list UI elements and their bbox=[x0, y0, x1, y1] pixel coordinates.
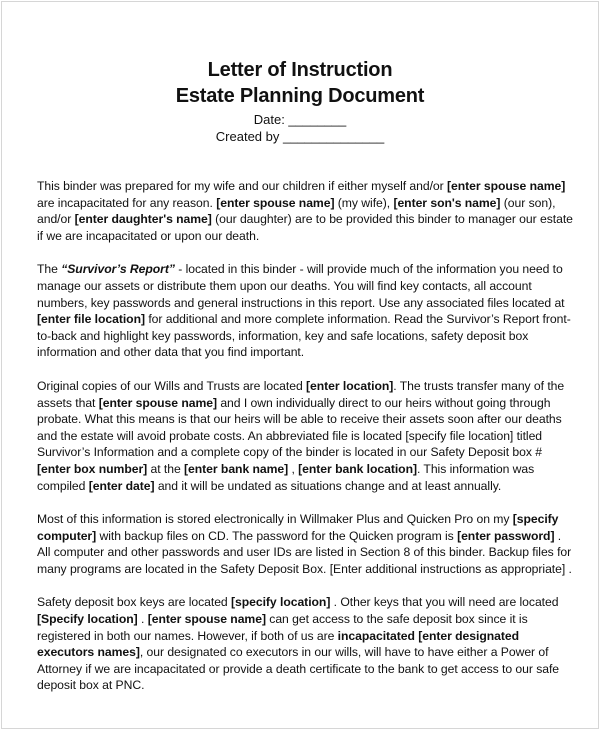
text-run: with backup files on CD. The password for the Quicken program is bbox=[96, 528, 458, 543]
text-run: Original copies of our Wills and Trusts are located bbox=[37, 378, 307, 393]
placeholder-field: [enter box number] bbox=[37, 461, 148, 476]
paragraph-intro bbox=[37, 178, 575, 244]
placeholder-field: [enter location] bbox=[306, 378, 394, 393]
created-by-line: Created by ______________ bbox=[215, 129, 385, 144]
paragraph-survivors-report bbox=[37, 261, 575, 361]
text-run: Safety deposit box keys are located bbox=[37, 595, 231, 610]
text-run: , our designated co executors in our wills, will have to have either a Power of Attorney if we are incapacitated or provide a death certificate to the bank to get access to our safe deposit box at PNC. bbox=[37, 645, 560, 693]
placeholder-field: incapacitated bbox=[337, 628, 415, 643]
title-line-1: Letter of Instruction bbox=[207, 59, 393, 81]
title-line-2: Estate Planning Document bbox=[175, 85, 425, 107]
text-run: are incapacitated for any reason. bbox=[37, 195, 217, 210]
placeholder-field: [enter spouse name] bbox=[98, 395, 217, 410]
text-run: can get access to the safe deposit box since it is registered in both our names. However, if both of us are bbox=[37, 612, 528, 643]
text-run: This binder was prepared for my wife and our children if either myself and/or bbox=[37, 179, 447, 193]
placeholder-field: [Specify location] bbox=[37, 612, 138, 627]
placeholder-field: [enter bank location] bbox=[298, 461, 417, 476]
document-header bbox=[2, 57, 598, 145]
text-run: - located in this binder - will provide much of the information you need to manage our assets or distribute them upon our deaths. You will find key contacts, all account numbers, key passwords and general instructions in this report. Use any associated files located at bbox=[37, 262, 565, 310]
text-run: Most of this information is stored electronically in Willmaker Plus and Quicken Pro on my bbox=[37, 512, 513, 527]
text-run: (our son), and/or bbox=[37, 195, 556, 227]
text-run: at the bbox=[147, 461, 185, 476]
text-run: . Other keys that you will need are located bbox=[330, 595, 559, 610]
text-run: . All computer and other passwords and user IDs are listed in Section 8 of this binder. Backup files for many programs are located in the Safety Deposit Box. [Enter additional instructions as appropriate] . bbox=[37, 528, 572, 576]
placeholder-field: [enter bank name] bbox=[184, 461, 289, 476]
placeholder-field: [enter password] bbox=[457, 528, 555, 543]
placeholder-field: [specify computer] bbox=[37, 512, 559, 543]
text-run: (my wife), bbox=[334, 195, 394, 210]
placeholder-field: “Survivor’s Report” bbox=[61, 262, 175, 277]
paragraph-safety-deposit-keys bbox=[37, 594, 575, 694]
text-run: and I own individually direct to our heirs without going through probate. What this means is that our heirs will be able to receive their assets soon after our deaths and the estate will avoid probate costs. An abbreviated file is located [specify file location] titled Survivor’s Information and a complete copy of the binder is located in our Safety Deposit box # bbox=[37, 395, 562, 460]
text-run: (our daughter) are to be provided this binder to manager our estate if we are incapacitated or upon our death. bbox=[37, 212, 573, 243]
placeholder-field: [enter spouse name] bbox=[216, 195, 335, 210]
placeholder-field: [enter son's name] bbox=[393, 195, 501, 210]
date-line: Date: ________ bbox=[253, 112, 347, 127]
placeholder-field: [enter spouse name] bbox=[447, 179, 566, 193]
text-run: . The trusts transfer many of the assets that bbox=[37, 378, 565, 410]
text-run: . bbox=[137, 612, 148, 627]
placeholder-field: [enter daughter's name] bbox=[74, 212, 212, 227]
placeholder-field: [enter date] bbox=[88, 478, 155, 493]
paragraph-wills-trusts bbox=[37, 378, 575, 494]
placeholder-field: [enter file location] bbox=[37, 312, 145, 327]
text-run: for additional and more complete information. Read the Survivor’s Report front-to-back and highlight key passwords, information, key and safe locations, safety deposit box information and other data that you find important. bbox=[37, 312, 571, 360]
document-page bbox=[1, 1, 599, 729]
text-run: The bbox=[37, 262, 62, 277]
placeholder-field: [specify location] bbox=[231, 595, 331, 610]
text-run: , bbox=[288, 461, 299, 476]
document-body bbox=[37, 178, 575, 711]
text-run: . This information was compiled bbox=[37, 461, 535, 493]
paragraph-electronic-storage bbox=[37, 511, 575, 577]
placeholder-field: [enter spouse name] bbox=[147, 612, 266, 627]
text-run: and it will be undated as situations change and at least annually. bbox=[154, 478, 502, 493]
placeholder-field: [enter designated executors names] bbox=[37, 628, 519, 660]
